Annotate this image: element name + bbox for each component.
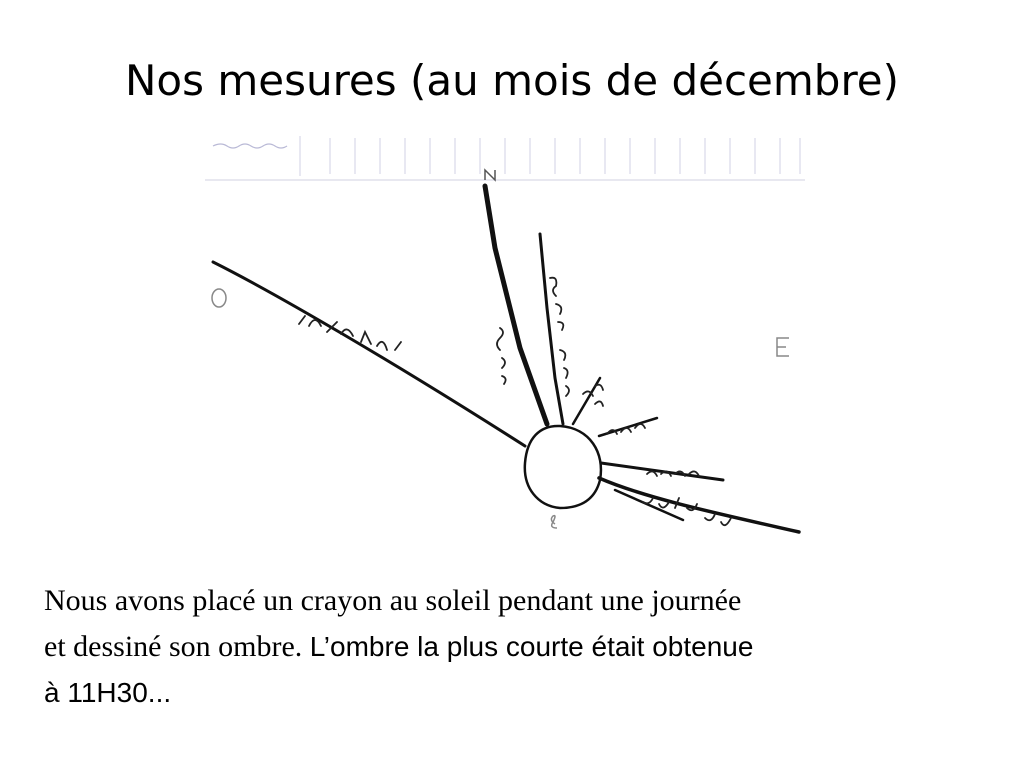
north-marker <box>485 170 495 180</box>
caption-line-2b: L’ombre la plus courte était obtenue <box>309 631 754 662</box>
caption-line-2a: et dessiné son ombre. <box>44 630 303 663</box>
east-marker <box>777 338 789 356</box>
caption-line-3: à 11H30... <box>44 677 172 708</box>
caption-line-1: Nous avons placé un crayon au soleil pendant une journée <box>44 584 742 617</box>
shadow-drawing <box>195 128 820 558</box>
slide-title: Nos mesures (au mois de décembre) <box>124 56 900 105</box>
shadow-lines <box>213 186 799 532</box>
cardinal-markers <box>212 170 789 528</box>
paper-strip <box>205 136 805 180</box>
slide-caption <box>44 578 1004 716</box>
south-marker <box>551 516 557 528</box>
handwritten-annotations <box>299 278 731 526</box>
pencil-circle <box>525 426 601 508</box>
west-marker <box>212 289 226 307</box>
